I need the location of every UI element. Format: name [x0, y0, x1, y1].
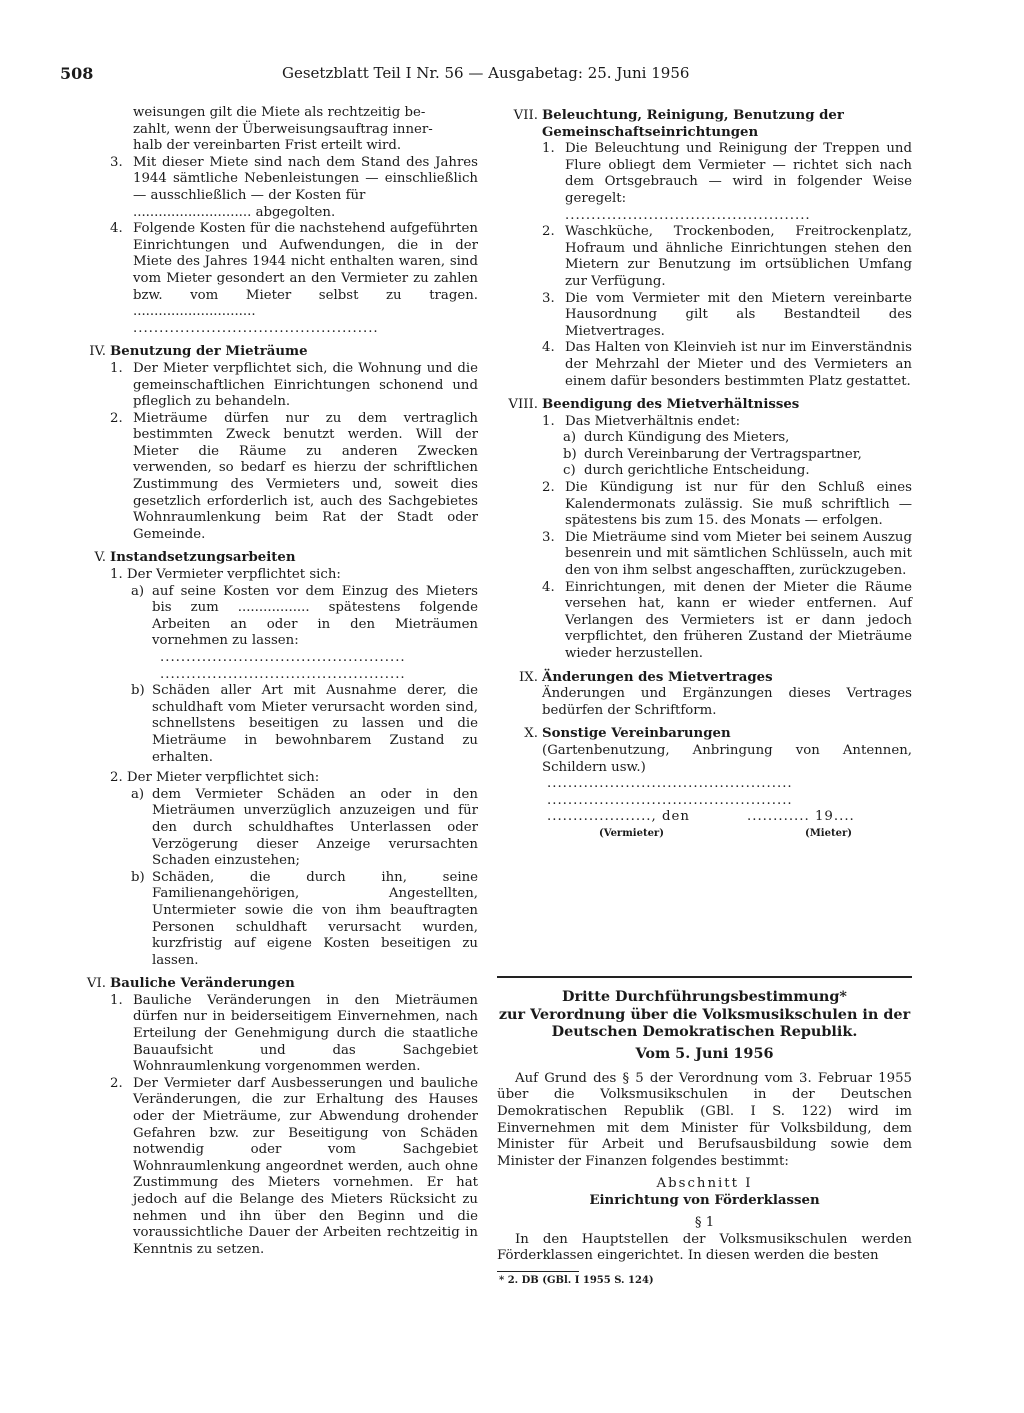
fill-in-line: ............................................... — [133, 320, 379, 336]
chapter-heading: Abschnitt I — [656, 1176, 753, 1192]
clause-intro: 2. Der Mieter verpflichtet sich: — [110, 770, 320, 786]
divider — [497, 976, 912, 978]
clause-item — [76, 1076, 478, 1259]
fill-in-line: ............................................... — [160, 666, 406, 682]
section-number: VI. — [86, 976, 106, 992]
decree-title: Deutschen Demokratischen Republik. — [551, 1023, 858, 1041]
left-column — [76, 105, 478, 1258]
sub-clause-text: auf seine Kosten vor dem Einzug des Mieters bis zum ................. spätestens folgende Arbeiten an oder in den Mieträumen vornehmen zu lassen: — [152, 583, 478, 649]
sub-clause — [76, 683, 478, 766]
section-heading — [76, 976, 478, 993]
clause-number: 4. — [542, 579, 555, 595]
clause-text: Einrichtungen, mit denen der Mieter die Räume versehen hat, kann er wieder entfernen. Auf Verlangen des Vermieters ist er dann jedoch verpflichtet, den früheren Zustand der Mieträume wieder herzustellen. — [565, 579, 912, 661]
sub-clause-text: durch gerichtliche Entscheidung. — [584, 463, 810, 479]
sub-clause-letter: b) — [131, 869, 145, 885]
clause-tail: ............................ abgegolten. — [133, 204, 336, 220]
sub-clause-text: dem Vermieter Schäden an oder in den Mieträumen unverzüglich anzuzeigen und für den durch schuldhaftes Unterlassen oder Verzögerung dieser Anzeige verursachten Schaden einzustehen; — [152, 786, 478, 869]
continued-line: halb der vereinbarten Frist erteilt wird. — [133, 138, 402, 154]
section-title: Änderungen des Mietvertrages — [542, 669, 773, 685]
section-heading — [76, 550, 478, 567]
clause-text: Die Mieträume sind vom Mieter bei seinem Auszug besenrein und mit sämtlichen Schlüsseln, auch mit den von ihm selbst angeschafften, zurückzugeben. — [565, 529, 912, 579]
section-heading — [508, 726, 912, 743]
section-title: Benutzung der Mieträume — [110, 344, 308, 360]
section-number: VII. — [513, 108, 538, 123]
clause-item — [508, 340, 912, 390]
section-text: Änderungen und Ergänzungen dieses Vertrages bedürfen der Schriftform. — [542, 686, 912, 718]
sub-clause-text: durch Kündigung des Mieters, — [584, 430, 790, 446]
section-number: V. — [94, 550, 106, 566]
decree-title: zur Verordnung über die Volksmusikschulen in der — [498, 1005, 911, 1023]
section-number: IX. — [519, 669, 538, 685]
clause-text: Die Kündigung ist nur für den Schluß eines Kalendermonats zulässig. Sie muß schriftlich — spätestens bis zum 15. des Monats — erfolgen. — [565, 480, 912, 529]
decree-preamble: Auf Grund des § 5 der Verordnung vom 3. Februar 1955 über die Volksmusikschulen in der Deutschen Demokratischen Republik (GBl. I S. 122) wird im Einvernehmen mit dem Minister für Volksbildung, dem Minister für Arbeit und Berufsausbildung sowie dem Minister der Finanzen folgendes bestimmt: — [497, 1070, 912, 1169]
section-heading — [508, 397, 912, 414]
clause-text: Waschküche, Trockenboden, Freitrockenplatz, Hofraum und ähnliche Einrichtungen stehen den Mietern zur Benutzung im ortsüblichen Umfang zur Verfügung. — [565, 224, 912, 289]
sub-clause-letter: c) — [563, 463, 576, 479]
sub-clause — [508, 430, 912, 447]
section-heading — [76, 344, 478, 361]
clause-text: Die Beleuchtung und Reinigung der Treppen und Flure obliegt dem Vermieter — richtet sich nach dem Ortsgebrauch — wird in folgender Weise geregelt: — [565, 141, 912, 206]
signature-label-vermieter: (Vermieter) — [599, 828, 664, 840]
fill-in-line: ............................................... — [547, 792, 793, 808]
page-header — [60, 64, 925, 86]
clause-item — [76, 993, 478, 1076]
clause-item — [76, 361, 478, 411]
paragraph-number: § 1 — [694, 1214, 715, 1230]
clause-item — [508, 530, 912, 580]
page-header-title: Gesetzblatt Teil I Nr. 56 — Ausgabetag: 25. Juni 1956 — [282, 64, 690, 82]
fill-in-line: ............................................... — [547, 776, 793, 792]
section-title: Beleuchtung, Reinigung, Benutzung der Gemeinschaftseinrichtungen — [542, 108, 844, 140]
sub-clause — [508, 447, 912, 464]
clause-number: 2. — [110, 1075, 123, 1091]
place-date-line — [547, 809, 912, 826]
clause-number: 2. — [542, 480, 555, 496]
sub-clause — [76, 870, 478, 970]
clause-number: 3. — [542, 529, 555, 545]
clause-text: Die vom Vermieter mit den Mietern vereinbarte Hausordnung gilt als Bestandteil des Mietvertrages. — [565, 290, 912, 339]
section-title: Bauliche Veränderungen — [110, 976, 295, 992]
section-title: Beendigung des Mietverhältnisses — [542, 397, 800, 413]
decree-block — [497, 976, 912, 1286]
sub-clause-letter: a) — [131, 786, 145, 802]
sub-clause — [76, 584, 478, 650]
right-column — [508, 105, 912, 840]
date-field: ............ 19.... — [747, 809, 855, 825]
paragraph-text: In den Hauptstellen der Volksmusikschulen werden Förderklassen eingerichtet. In diesen werden die besten — [497, 1231, 912, 1264]
continued-line: weisungen gilt die Miete als rechtzeitig be- — [133, 105, 426, 120]
clause-text: Das Mietverhältnis endet: — [565, 413, 741, 429]
clause-text: Folgende Kosten für die nachstehend aufgeführten Einrichtungen und Aufwendungen, die in der Miete des Jahres 1944 nicht enthalten waren, sind vom Mieter gesondert an den Vermieter zu zahlen bzw. vom Mieter selbst zu tragen. ............................. — [133, 221, 478, 320]
clause-intro: 1. Der Vermieter verpflichtet sich: — [110, 567, 341, 583]
clause-text: Bauliche Veränderungen in den Mieträumen dürfen nur in beiderseitigem Einvernehmen, nach Erteilung der Genehmigung durch die staatliche Bauaufsicht und das Sachgebiet Wohnraumlenkung vorgenommen werden. — [133, 992, 478, 1075]
sub-clause-letter: b) — [563, 446, 577, 462]
sub-clause-text: durch Vereinbarung der Vertragspartner, — [584, 446, 862, 462]
clause-item — [508, 480, 912, 530]
signature-labels — [547, 826, 912, 840]
sub-clause-letter: a) — [131, 583, 145, 599]
clause-text: Der Vermieter darf Ausbesserungen und bauliche Veränderungen, die zur Erhaltung des Hauses oder der Mieträume, zur Abwendung drohender Gefahren bzw. zur Beseitigung von Schäden notwendig oder vom Sachgebiet Wohnraumlenkung angeordnet werden, auch ohne Zustimmung des Mieters vornehmen. Er hat jedoch auf die Belange des Mieters Rücksicht zu nehmen und ihn über den Beginn und die voraussichtliche Dauer der Arbeiten rechtzeitig in Kenntnis zu setzen. — [133, 1075, 478, 1257]
footnote: * 2. DB (GBl. I 1955 S. 124) — [499, 1274, 654, 1286]
clause-text: Das Halten von Kleinvieh ist nur im Einverständnis der Mehrzahl der Mieter und des Vermieters an einem dafür besonders bestimmten Platz gestattet. — [565, 340, 912, 389]
clause-number: 4. — [110, 221, 123, 237]
clause-text: Mit dieser Miete sind nach dem Stand des Jahres 1944 sämtliche Nebenleistungen — einschließlich — ausschließlich — der Kosten für — [133, 154, 478, 203]
clause-item — [508, 414, 912, 431]
fill-in-line: ............................................... — [160, 650, 406, 665]
chapter-title: Einrichtung von Förderklassen — [589, 1192, 820, 1208]
clause-number: 3. — [110, 154, 123, 170]
sub-clause-letter: a) — [563, 430, 577, 446]
footnote-divider — [497, 1271, 579, 1272]
clause-number: 1. — [110, 360, 123, 376]
clause-item — [508, 224, 912, 290]
signature-label-mieter: (Mieter) — [805, 828, 852, 840]
clause-text: Der Mieter verpflichtet sich, die Wohnung und die gemeinschaftlichen Einrichtungen schonend und pfleglich zu behandeln. — [133, 360, 478, 410]
clause-number: 4. — [542, 340, 555, 356]
section-text: (Gartenbenutzung, Anbringung von Antennen, Schildern usw.) — [542, 742, 912, 775]
clause-number: 1. — [542, 413, 555, 429]
clause-item — [76, 411, 478, 544]
decree-date: Vom 5. Juni 1956 — [635, 1044, 774, 1062]
clause-number: 1. — [542, 141, 555, 157]
section-title: Sonstige Vereinbarungen — [542, 726, 731, 742]
section-title: Instandsetzungsarbeiten — [110, 550, 296, 566]
sub-clause-letter: b) — [131, 683, 145, 699]
fill-in-line: ............................................... — [565, 207, 811, 223]
clause-text: Mieträume dürfen nur zu dem vertraglich bestimmten Zweck benutzt werden. Will der Mieter die Räume zu anderen Zwecken verwenden, so bedarf es hierzu der schriftlichen Zustimmung des Vermieters und, soweit dies gesetzlich erforderlich ist, auch des Sachgebietes Wohnraumlenkung beim Rat der Stadt oder Gemeinde. — [133, 410, 478, 542]
clause-number: 1. — [110, 992, 123, 1008]
sub-clause-text: Schäden aller Art mit Ausnahme derer, die schuldhaft vom Mieter verursacht worden sind, schnellstens beseitigen zu lassen und die Mieträume in bewohnbarem Zustand zu erhalten. — [152, 683, 478, 765]
section-heading — [508, 108, 912, 141]
clause-number: 2. — [110, 410, 123, 426]
clause-item — [508, 141, 912, 207]
sub-clause — [508, 463, 912, 480]
sub-clause-text: Schäden, die durch ihn, seine Familienangehörigen, Angestellten, Untermieter sowie die von ihm beauftragten Personen schuldhaft verursacht wurden, kurzfristig auf eigene Kosten beseitigen zu lassen. — [152, 869, 478, 968]
clause-item — [76, 221, 478, 321]
clause-number: 2. — [542, 224, 555, 240]
decree-title: Dritte Durchführungsbestimmung* — [562, 988, 847, 1005]
page-number: 508 — [60, 64, 94, 83]
clause-item — [76, 155, 478, 205]
place-field: ...................., den — [547, 809, 690, 825]
clause-number: 3. — [542, 290, 555, 306]
sub-clause — [76, 787, 478, 870]
clause-item — [508, 291, 912, 341]
section-number: IV. — [89, 344, 106, 360]
continued-line: zahlt, wenn der Überweisungsauftrag inner- — [133, 121, 433, 137]
section-number: VIII. — [508, 397, 538, 413]
section-number: X. — [524, 726, 538, 742]
section-heading — [508, 670, 912, 687]
clause-item — [508, 580, 912, 663]
